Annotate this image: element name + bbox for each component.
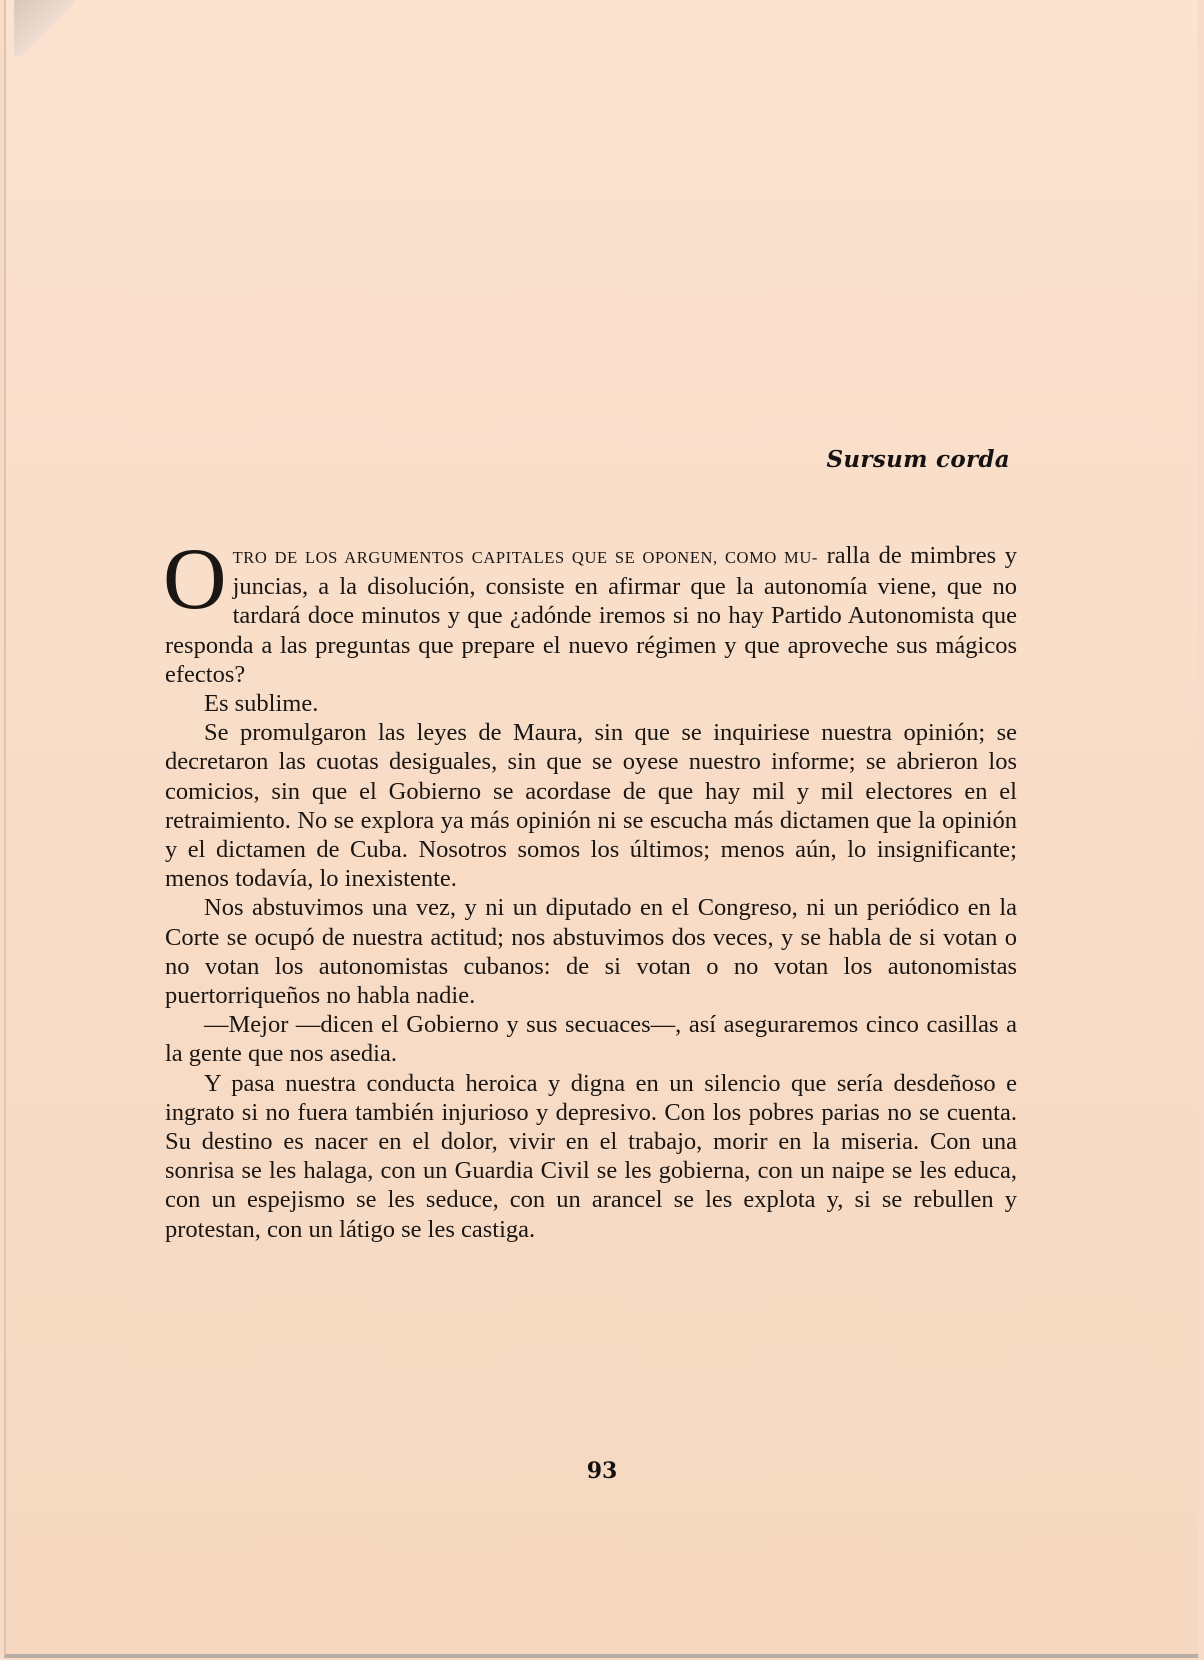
paragraph: Se promulgaron las leyes de Maura, sin que se inquiriese nuestra opinión; se decretaron las cuotas desiguales, sin que se oyese nuestro informe; se abrieron los comicios, sin que el Gobierno se acordase de que hay mil y mil electores en el retraimiento. No se explora ya más opinión ni se escucha más dictamen que la opinión y el dictamen de Cuba. Nosotros somos los últimos; menos aún, lo insignificante; menos todavía, lo inexistente. — [165, 719, 1017, 893]
opening-paragraph-text: ralla de mimbres y juncias, a la disolución, consiste en afirmar que la autonomía viene, que no tardará doce minutos y que ¿adónde iremos si no hay Partido Autonomista que responda a las preguntas que prepare el nuevo régimen y que aproveche sus mágicos efectos? — [165, 542, 1018, 688]
paragraph: —Mejor —dicen el Gobierno y sus secuaces—, así aseguraremos cinco casillas a la gente que nos asedia. — [165, 1011, 1017, 1068]
page-number: 93 — [586, 1458, 618, 1484]
paragraph: Nos abstuvimos una vez, y ni un diputado en el Congreso, ni un periódico en la Corte se ocupó de nuestra actitud; nos abstuvimos dos veces, y se habla de si votan o no votan los autonomistas cubanos: de si votan o no votan los autonomistas puertorriqueños no habla nadie. — [165, 894, 1017, 1010]
opening-paragraph — [163, 531, 1018, 689]
paragraph: Y pasa nuestra conducta heroica y digna en un silencio que sería desdeñoso e ingrato si no fuera también injurioso y depresivo. Con los pobres parias no se cuenta. Su destino es nacer en el dolor, vivir en el trabajo, morir en la miseria. Con una sonrisa se les halaga, con un Guardia Civil se les gobierna, con un naipe se les educa, con un espejismo se les seduce, con un arancel se les explota y, si se rebullen y protestan, con un látigo se les castiga. — [165, 1069, 1017, 1243]
page-corner-wear — [14, 0, 74, 56]
running-header: Sursum corda — [826, 446, 1010, 473]
drop-cap: O — [163, 531, 227, 628]
article-body — [163, 531, 1018, 1244]
lead-in-small-caps: TRO DE LOS ARGUMENTOS CAPITALES QUE SE OPONEN, COMO MU- — [232, 548, 818, 567]
book-page — [4, 0, 1198, 1658]
paragraph: Es sublime. — [204, 690, 319, 718]
